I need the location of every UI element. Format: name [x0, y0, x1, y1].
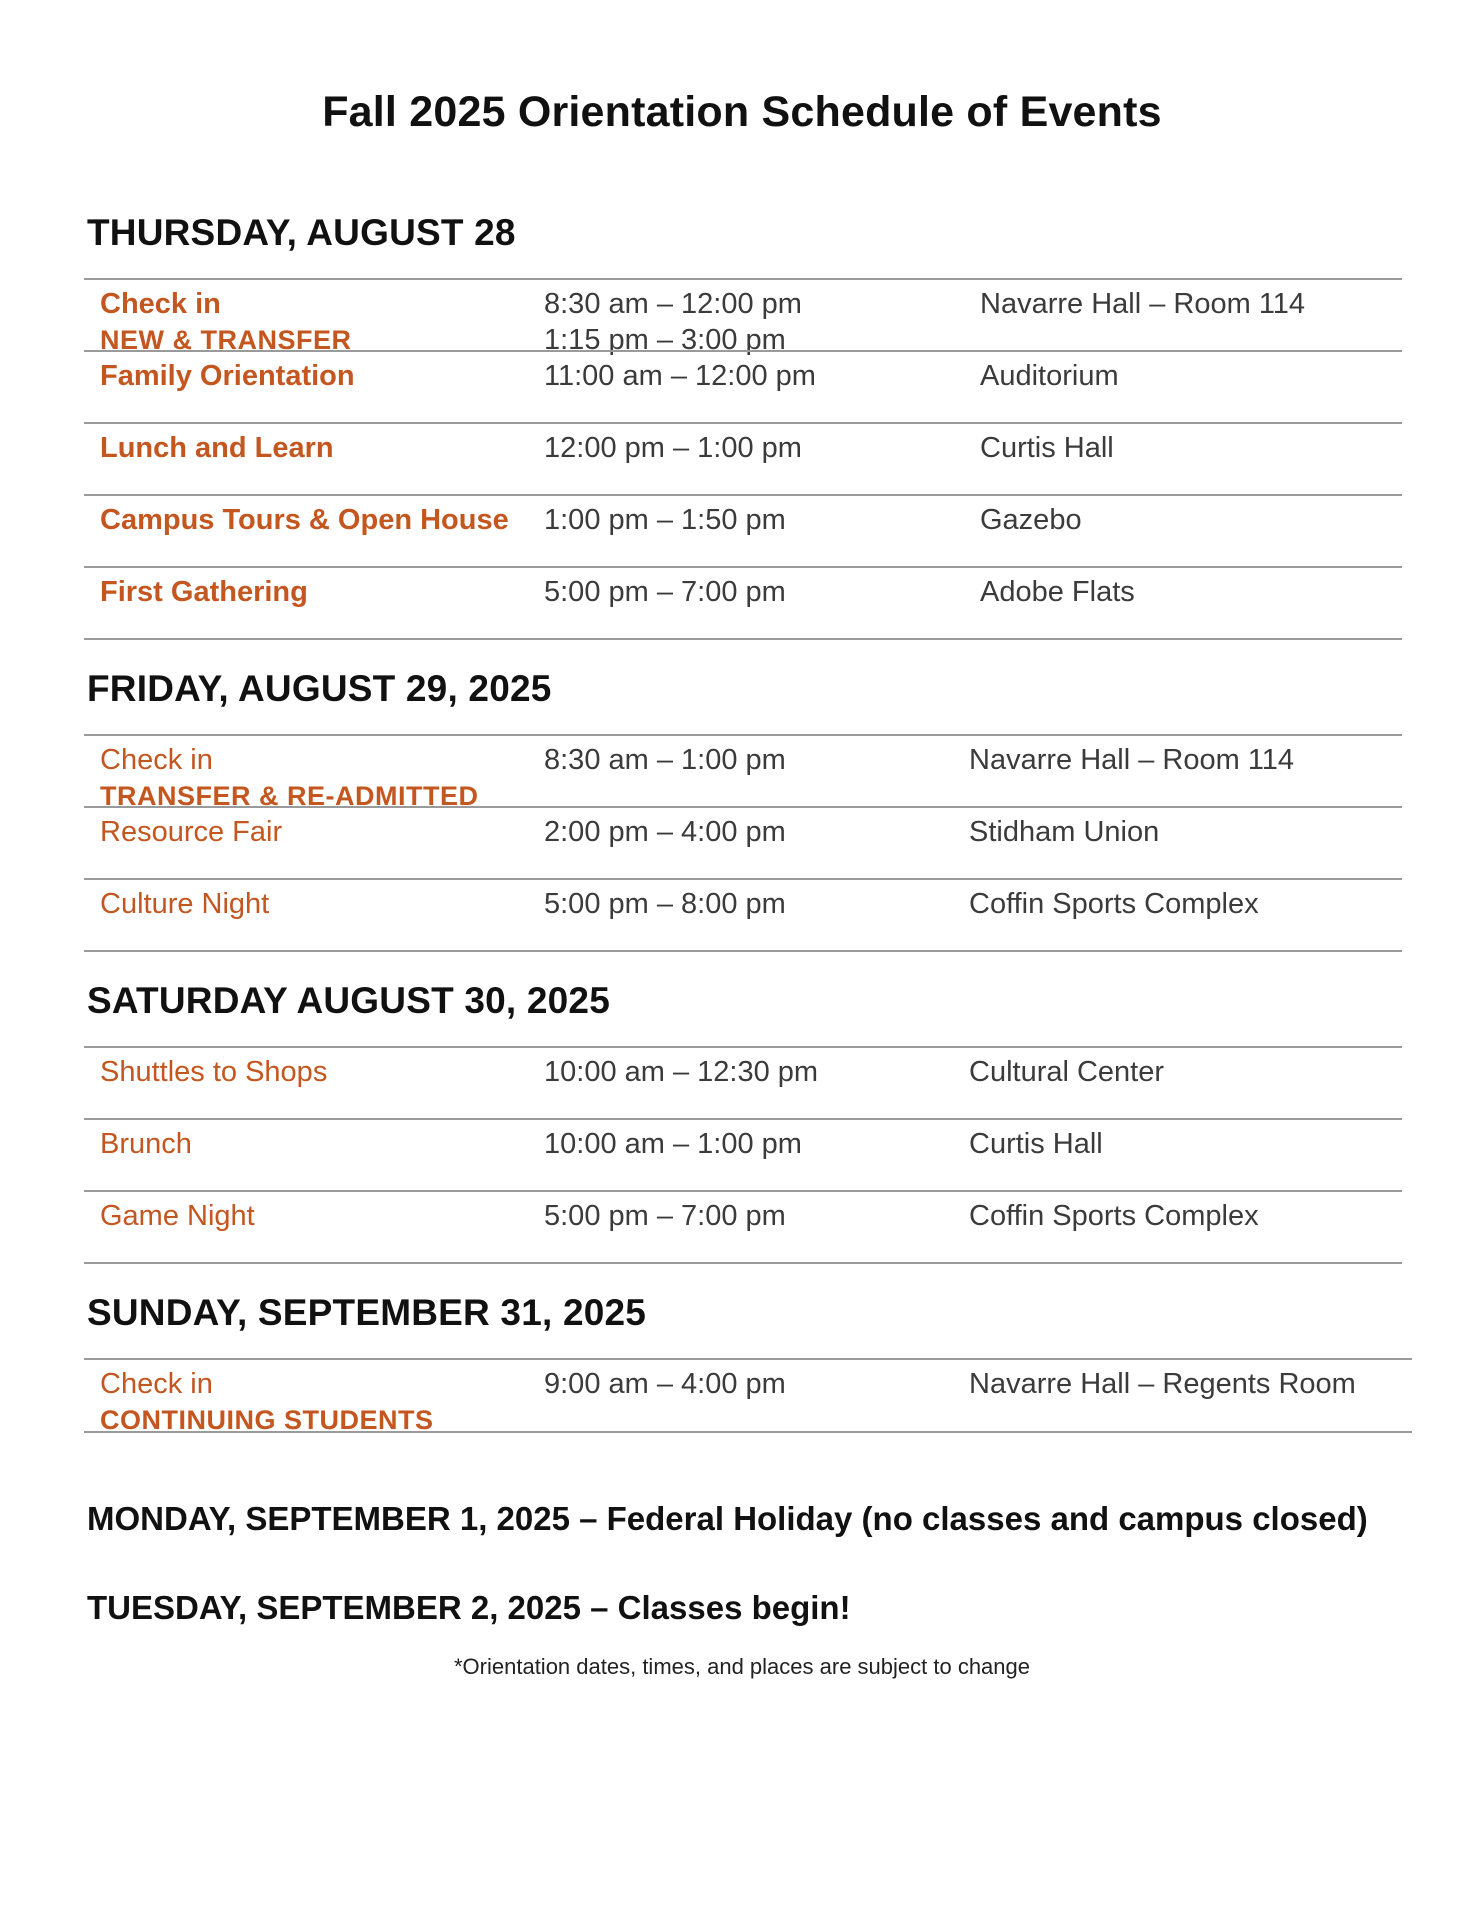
event-time: 2:00 pm – 4:00 pm	[544, 816, 786, 848]
event-row	[84, 1118, 1402, 1190]
event-label: Check in	[100, 744, 213, 776]
event-time-2: 1:15 pm – 3:00 pm	[544, 324, 786, 356]
event-row	[84, 350, 1402, 422]
event-name	[100, 742, 478, 814]
event-name: Resource Fair	[100, 816, 283, 848]
event-time: 1:00 pm – 1:50 pm	[544, 504, 786, 536]
event-location: Stidham Union	[969, 816, 1160, 848]
event-location: Curtis Hall	[969, 1128, 1103, 1160]
event-time: 5:00 pm – 7:00 pm	[544, 576, 786, 608]
event-location: Navarre Hall – Regents Room	[969, 1368, 1356, 1400]
event-time: 5:00 pm – 7:00 pm	[544, 1200, 786, 1232]
event-group-label: NEW & TRANSFER	[100, 325, 352, 355]
holiday-notice: MONDAY, SEPTEMBER 1, 2025 – Federal Holiday (no classes and campus closed)	[87, 1500, 1368, 1537]
day-heading-saturday: SATURDAY AUGUST 30, 2025	[87, 980, 610, 1021]
classes-begin-notice: TUESDAY, SEPTEMBER 2, 2025 – Classes begin!	[87, 1589, 851, 1626]
event-group-label: TRANSFER & RE-ADMITTED	[100, 781, 479, 811]
page-title: Fall 2025 Orientation Schedule of Events	[322, 88, 1162, 136]
event-location: Navarre Hall – Room 114	[969, 744, 1295, 776]
event-row	[84, 1046, 1402, 1118]
event-group-label: CONTINUING STUDENTS	[100, 1405, 434, 1435]
event-time: 11:00 am – 12:00 pm	[544, 360, 816, 392]
event-label: Check in	[100, 1368, 213, 1400]
day-heading-thursday: THURSDAY, AUGUST 28	[87, 212, 516, 253]
event-row	[84, 1358, 1402, 1435]
event-time: 12:00 pm – 1:00 pm	[544, 432, 802, 464]
event-name: Game Night	[100, 1200, 255, 1232]
event-name: First Gathering	[100, 576, 308, 608]
event-row	[84, 422, 1402, 494]
event-location: Coffin Sports Complex	[969, 1200, 1259, 1232]
divider	[84, 1262, 1402, 1264]
event-name: Family Orientation	[100, 360, 355, 392]
event-name	[100, 1366, 434, 1438]
event-row	[84, 734, 1402, 811]
event-row	[84, 278, 1402, 356]
event-location: Gazebo	[980, 504, 1082, 536]
event-time-1: 8:30 am – 12:00 pm	[544, 288, 802, 320]
event-row	[84, 1190, 1402, 1262]
event-location: Adobe Flats	[980, 576, 1135, 608]
event-name: Campus Tours & Open House	[100, 504, 509, 536]
footnote: *Orientation dates, times, and places are subject to change	[453, 1654, 1030, 1679]
day-heading-sunday: SUNDAY, SEPTEMBER 31, 2025	[87, 1292, 647, 1333]
event-row	[84, 806, 1402, 878]
event-location: Navarre Hall – Room 114	[980, 288, 1306, 320]
event-time: 10:00 am – 12:30 pm	[544, 1056, 819, 1088]
event-time: 10:00 am – 1:00 pm	[544, 1128, 802, 1160]
event-row	[84, 566, 1402, 638]
divider	[84, 1431, 1412, 1433]
event-label: Check in	[100, 288, 221, 320]
event-location: Coffin Sports Complex	[969, 888, 1259, 920]
event-name	[100, 286, 352, 358]
event-time: 5:00 pm – 8:00 pm	[544, 888, 786, 920]
event-location: Auditorium	[980, 360, 1119, 392]
event-name: Lunch and Learn	[100, 432, 334, 464]
event-time: 8:30 am – 1:00 pm	[544, 744, 786, 776]
event-row	[84, 494, 1402, 566]
event-name: Brunch	[100, 1128, 192, 1160]
divider	[84, 638, 1402, 640]
event-time	[544, 286, 802, 358]
event-location: Curtis Hall	[980, 432, 1114, 464]
divider	[84, 950, 1402, 952]
event-location: Cultural Center	[969, 1056, 1165, 1088]
day-heading-friday: FRIDAY, AUGUST 29, 2025	[87, 668, 552, 709]
event-name: Shuttles to Shops	[100, 1056, 328, 1088]
event-time: 9:00 am – 4:00 pm	[544, 1368, 786, 1400]
event-name: Culture Night	[100, 888, 270, 920]
event-row	[84, 878, 1402, 950]
